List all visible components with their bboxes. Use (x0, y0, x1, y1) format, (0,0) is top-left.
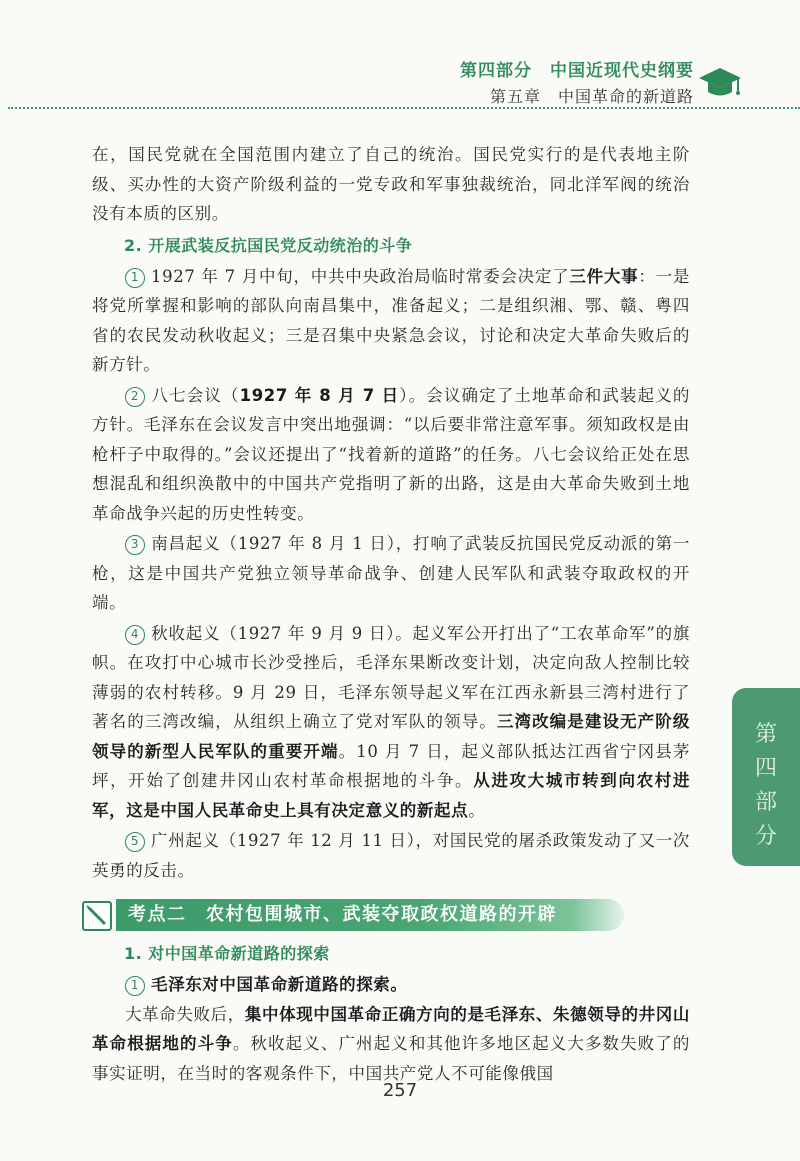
header-part-title: 第四部分 中国近现代史纲要 (460, 61, 694, 81)
bold-run: 集中体现中国革命正确方向的是毛泽东、朱德领导的井冈山革命根据地的斗争 (92, 1004, 690, 1053)
circled-number: 2 (125, 387, 145, 407)
text-run: ）。会议确定了土地革命和武装起义的方针。毛泽东在会议发言中突出地强调：“以后要非常注意军事。须知政权是由枪杆子中取得的。”会议还提出了“找着新的道路”的任务。八七会议给正处在思想混乱和组织涣散中的中国共产党指明了新的出路，这是由大革命失败到土地革命战争兴起的历史性转变。 (92, 385, 690, 523)
item-5-paragraph (92, 826, 690, 885)
text-run: 南昌起义（1927 年 8 月 1 日），打响了武装反抗国民党反动派的第一枪，这是中国共产党独立领导革命战争、创建人民军队和武装夺取政权的开端。 (92, 534, 690, 612)
item-4-paragraph (92, 619, 690, 826)
bold-run: 毛泽东对中国革命新道路的探索。 (151, 975, 408, 994)
item-2-paragraph (92, 381, 690, 529)
text-run: 秋收起义（1927 年 9 月 9 日）。起义军公开打出了“工农革命军”的旗帜。在攻打中心城市长沙受挫后，毛泽东果断改变计划，决定向敌人控制比较薄弱的农村转移。9 月 29 日，毛泽东领导起义军在江西永新县三湾村进行了著名的三湾改编，从组织上确立了党对军队的领导。 (92, 623, 690, 731)
page-header (0, 0, 800, 110)
text-run: 广州起义（1927 年 12 月 11 日），对国民党的屠杀政策发动了又一次英勇的反击。 (92, 831, 690, 880)
section-side-tab (732, 688, 800, 866)
text-run: 。秋收起义、广州起义和其他许多地区起义大多数失败了的事实证明，在当时的客观条件下，中国共产党人不可能像俄国 (92, 1034, 690, 1083)
side-tab-char: 分 (754, 824, 777, 849)
circled-number: 1 (125, 268, 145, 288)
side-tab-label (732, 718, 800, 854)
header-divider (8, 107, 800, 109)
text-run: 1927 年 7 月中旬，中共中央政治局临时常委会决定了 (151, 266, 570, 286)
intro-paragraph: 在，国民党就在全国范围内建立了自己的统治。国民党实行的是代表地主阶级、买办性的大资产阶级利益的一党专政和军事独裁统治，同北洋军阀的统治没有本质的区别。 (92, 145, 690, 223)
bold-run: 三湾改编是建设无产阶级领导的新型人民军队的重要开端 (92, 712, 690, 761)
side-tab-char: 部 (754, 790, 777, 815)
circled-number: 3 (125, 535, 145, 555)
bold-run: 从进攻大城市转到向农村进军，这是中国人民革命史上具有决定意义的新起点 (92, 771, 690, 820)
text-run: 。 (468, 800, 486, 820)
text-run: 大革命失败后， (125, 1004, 245, 1024)
kaodian-section-banner (82, 899, 690, 935)
circled-number: 1 (125, 976, 145, 996)
section-heading-2: 2. 开展武装反抗国民党反动统治的斗争 (124, 235, 413, 255)
bold-run: 1927 年 8 月 7 日 (239, 385, 400, 405)
circled-number: 5 (125, 832, 145, 852)
sub-item-1 (92, 970, 690, 1000)
text-run: ：一是将党所掌握和影响的部队向南昌集中，准备起义；二是组织湘、鄂、赣、粤四省的农民发动秋收起义；三是召集中央紧急会议，讨论和决定大革命失败后的新方针。 (92, 266, 690, 374)
section-heading-1: 1. 对中国革命新道路的探索 (124, 944, 330, 963)
text-run: 八七会议（ (151, 385, 240, 405)
page-number: 257 (382, 1080, 418, 1101)
graduation-cap-icon (698, 66, 742, 102)
side-tab-char: 四 (754, 756, 777, 781)
last-paragraph (92, 1000, 690, 1089)
header-chapter-title: 第五章 中国革命的新道路 (489, 87, 694, 106)
item-3-paragraph (92, 529, 690, 618)
side-tab-char: 第 (754, 722, 777, 747)
pencil-icon-box (82, 901, 112, 931)
item-1-paragraph (92, 262, 690, 380)
page-content (92, 140, 690, 1088)
text-run: 。10 月 7 日，起义部队抵达江西省宁冈县茅坪，开始了创建井冈山农村革命根据地的斗争。 (92, 741, 690, 790)
bold-run: 三件大事 (569, 266, 639, 286)
kaodian-title: 考点二 农村包围城市、武装夺取政权道路的开辟 (116, 899, 624, 931)
circled-number: 4 (125, 625, 145, 645)
pencil-icon (84, 903, 110, 929)
